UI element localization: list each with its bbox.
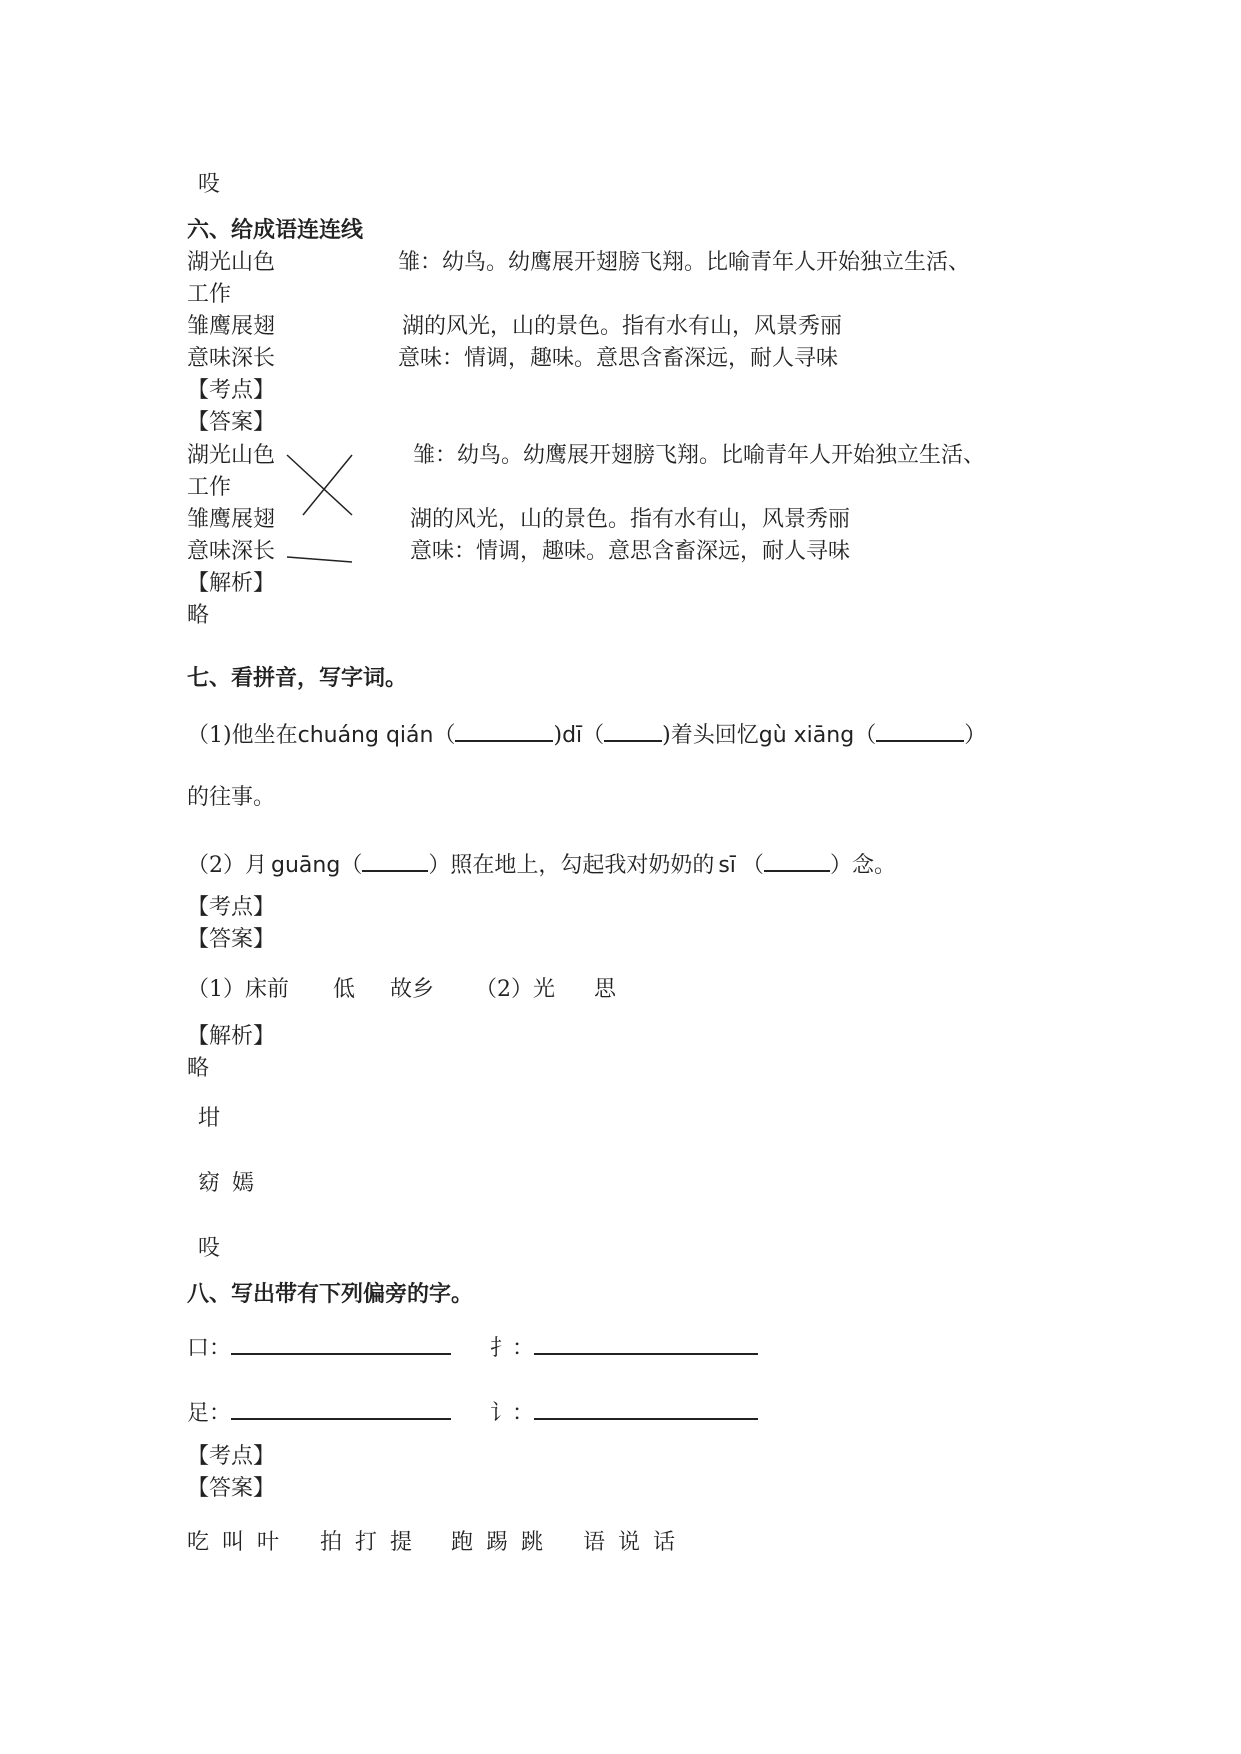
pinyin: chuáng qián xyxy=(297,723,434,748)
answer-label: 【答案】 xyxy=(187,927,276,952)
q-text: （ xyxy=(340,853,363,878)
q-text: （ xyxy=(854,723,877,748)
answer-blank[interactable] xyxy=(534,1331,758,1355)
radical-label: 扌： xyxy=(490,1336,535,1361)
q-text: （2）月 xyxy=(187,853,267,878)
q-text: )着头回忆 xyxy=(662,723,759,748)
idiom-left: 意味深长 xyxy=(187,346,276,371)
answer-blank[interactable] xyxy=(604,718,662,742)
answer-blank[interactable] xyxy=(362,848,428,872)
answer-item: 低 xyxy=(333,977,356,1002)
answer-blank[interactable] xyxy=(534,1396,758,1420)
q-text: （ xyxy=(433,723,456,748)
idiom-left: 湖光山色 xyxy=(187,443,276,468)
q-text: ） xyxy=(964,723,987,748)
analysis-text: 略 xyxy=(187,1056,210,1081)
q-text: （1)他坐在 xyxy=(187,723,298,748)
q-text: ）念。 xyxy=(829,853,896,878)
kaodian-label: 【考点】 xyxy=(187,1444,276,1469)
idiom-left: 意味深长 xyxy=(187,539,276,564)
radical-row xyxy=(187,1396,451,1429)
q-text: （ xyxy=(582,723,605,748)
analysis-label: 【解析】 xyxy=(187,1024,276,1049)
answer-blank[interactable] xyxy=(876,718,964,742)
radical-row xyxy=(490,1331,758,1364)
answer-group: 拍 打 提 xyxy=(320,1530,412,1555)
match-line xyxy=(287,455,352,515)
idiom-left: 湖光山色 xyxy=(187,250,276,275)
answer-item: 思 xyxy=(594,977,617,1002)
idiom-left: 工作 xyxy=(187,282,232,307)
answer-item: （1）床前 xyxy=(187,977,289,1002)
stray-char: 窈 xyxy=(198,1171,221,1196)
answer-blank[interactable] xyxy=(455,718,553,742)
stray-char: 嫣 xyxy=(232,1171,255,1196)
idiom-left: 雏鹰展翅 xyxy=(187,507,276,532)
answer-item: （2）光 xyxy=(475,977,555,1002)
radical-label: 口： xyxy=(187,1336,232,1361)
question-1-cont: 的往事。 xyxy=(187,785,276,810)
section-8-title: 八、写出带有下列偏旁的字。 xyxy=(187,1282,474,1307)
idiom-meaning: 雏：幼鸟。幼鹰展开翅膀飞翔。比喻青年人开始独立生活、 xyxy=(398,250,971,275)
pinyin: sī xyxy=(718,853,736,878)
answer-item: 故乡 xyxy=(390,977,435,1002)
match-line xyxy=(287,557,352,562)
q-text: ) xyxy=(553,723,563,748)
idiom-meaning: 意味：情调，趣味。意思含畜深远，耐人寻味 xyxy=(410,539,851,564)
kaodian-label: 【考点】 xyxy=(187,378,276,403)
question-1 xyxy=(187,718,986,751)
idiom-left: 工作 xyxy=(187,475,232,500)
radical-row xyxy=(187,1331,451,1364)
radical-label: 讠： xyxy=(490,1401,535,1426)
stray-char: 吺 xyxy=(198,172,221,197)
analysis-text: 略 xyxy=(187,603,210,628)
pinyin: guāng xyxy=(271,853,341,878)
analysis-label: 【解析】 xyxy=(187,571,276,596)
match-line xyxy=(303,455,352,515)
radical-label: 足： xyxy=(187,1401,232,1426)
answer-label: 【答案】 xyxy=(187,410,276,435)
idiom-meaning: 湖的风光，山的景色。指有水有山，风景秀丽 xyxy=(410,507,851,532)
answer-group: 吃 叫 叶 xyxy=(187,1530,279,1555)
answer-blank[interactable] xyxy=(231,1396,451,1420)
idiom-meaning: 意味：情调，趣味。意思含畜深远，耐人寻味 xyxy=(398,346,839,371)
section-6-title: 六、给成语连连线 xyxy=(187,218,364,243)
radical-row xyxy=(490,1396,758,1429)
kaodian-label: 【考点】 xyxy=(187,895,276,920)
idiom-meaning: 湖的风光，山的景色。指有水有山，风景秀丽 xyxy=(402,314,843,339)
pinyin: dī xyxy=(562,723,583,748)
idiom-left: 雏鹰展翅 xyxy=(187,314,276,339)
answer-blank[interactable] xyxy=(764,848,830,872)
answer-group: 跑 踢 跳 xyxy=(451,1530,543,1555)
q-text: （ xyxy=(741,853,764,878)
stray-char: 坩 xyxy=(198,1106,221,1131)
answer-group: 语 说 话 xyxy=(583,1530,675,1555)
question-2 xyxy=(187,848,896,881)
stray-char: 吺 xyxy=(198,1236,221,1261)
answer-blank[interactable] xyxy=(231,1331,451,1355)
section-7-title: 七、看拼音，写字词。 xyxy=(187,666,408,691)
q-text: ）照在地上，勾起我对奶奶的 xyxy=(428,853,715,878)
answer-label: 【答案】 xyxy=(187,1476,276,1501)
idiom-meaning: 雏：幼鸟。幼鹰展开翅膀飞翔。比喻青年人开始独立生活、 xyxy=(413,443,986,468)
pinyin: gù xiāng xyxy=(758,723,855,748)
